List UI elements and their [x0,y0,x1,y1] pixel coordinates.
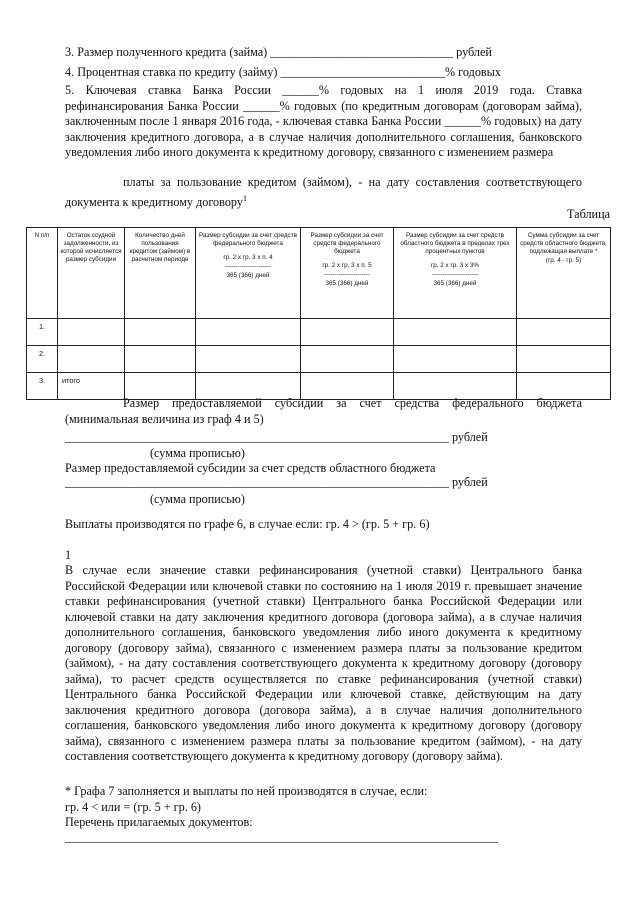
col-header-regional-subsidy: Размер субсидии за счет средств областного бюджета в пределах трех процентных пунктов гр. 2 x гр. 3 x 3% ---------------------- 365 (366) дней [394,228,517,319]
table-header-row [27,228,611,319]
attached-documents-label: Перечень прилагаемых документов: [65,815,253,829]
attached-documents-line: _______________________________________________________________________ [65,830,498,844]
row-label [58,346,125,373]
federal-subsidy-amount-line: _______________________________________________________________ рублей [65,430,488,444]
item-5-continuation [65,175,582,210]
col-header-federal-subsidy-p4: Размер субсидии за счет средств федерального бюджета гр. 2 x гр. 3 x п. 4 ---------------------- 365 (366) дней [196,228,301,319]
col-header-loan-balance: Остаток ссудной задолженности, из которой исчисляется размер субсидии [58,228,125,319]
footnote-number: 1 [65,548,72,562]
item-3-credit-amount: 3. Размер полученного кредита (займа) ______________________________ рублей [65,45,492,59]
note-condition: гр. 4 < или = (гр. 5 + гр. 6) [65,800,201,814]
row-label [58,319,125,346]
regional-subsidy-text: Размер предоставляемой субсидии за счет средств областного бюджета [65,461,436,475]
item-5-continuation-text: платы за пользование кредитом (займом), - на дату составления соответствующего документа к кредитному договору [65,175,582,209]
col-header-regional-payable: Сумма субсидии за счет средств областного бюджета, подлежащая выплате * (гр. 4 - гр. 5) [517,228,611,319]
note-graph-7: * Графа 7 заполняется и выплаты по ней производятся в случае, если: [65,784,428,798]
regional-subsidy-amount-line: _______________________________________________________________ рублей [65,475,488,489]
row-number: 2. [27,346,58,373]
col-header-days: Количество дней пользования кредитом (займом) в расчетном периоде [125,228,196,319]
row-number: 3. [27,373,58,400]
col-header-federal-subsidy-p5: Размер субсидии за счет средств федерального бюджета гр. 2 x гр. 3 x п. 5 ---------------------- 365 (366) дней [301,228,394,319]
footnote-text: В случае если значение ставки рефинансирования (учетной ставки) Центрального банка Российской Федерации или ключевой ставки по состоянию на 1 июля 2019 г. превышает значение ставки рефинансирования (учетной ставки) Центрального банка Российской Федерации или ключевой ставки на дату заключения кредитного договора (договора займа), а в случае наличия дополнительного соглашения, банковского уведомления либо иного документа к кредитному договору (договору займа), связанного с изменением размера платы за пользование кредитом (займом), - на дату составления соответствующего документа к кредитному договору (договору займа), то расчет средств осуществляется по ставке рефинансирования (учетной ставки) Центрального банка Российской Федерации или ключевой ставке, действующим на дату заключения кредитного договора (договора займа), а в случае наличия дополнительного соглашения, банковского уведомления либо иного документа к кредитному договору (договору займа), связанного с изменением размера платы за пользование кредитом (займом), - на дату составления соответствующего документа к кредитному договору (договору займа). [65,563,582,763]
col-header-number: N п/п [27,228,58,319]
regional-amount-caption: (сумма прописью) [150,492,245,506]
item-4-interest-rate: 4. Процентная ставка по кредиту (займу) ___________________________% годовых [65,65,501,79]
row-number: 1. [27,319,58,346]
item-5-key-rate: 5. Ключевая ставка Банка России ______% годовых на 1 июля 2019 года. Ставка рефинансирования Банка России ______% годовых (по кредитным договорам (договорам займа), заключенным после 1 января 2016 года, - ключевая ставка Банка России ______% годовых) на дату заключения кредитного договора, а в случае наличия дополнительного соглашения, банковского уведомления либо иного документа к кредитному договору, связанного с изменением размера [65,83,582,160]
payment-condition: Выплаты производятся по графе 6, в случае если: гр. 4 > (гр. 5 + гр. 6) [65,517,430,531]
footnote-ref-1: 1 [242,193,247,203]
row-label-total: итого [58,373,125,400]
subsidy-calculation-table [26,227,611,400]
table-caption: Таблица [567,207,610,221]
table-row [27,319,611,346]
table-row [27,346,611,373]
federal-amount-caption: (сумма прописью) [150,446,245,460]
federal-subsidy-text: Размер предоставляемой субсидии за счет средства федерального бюджета (минимальная величина из граф 4 и 5) [65,396,582,426]
